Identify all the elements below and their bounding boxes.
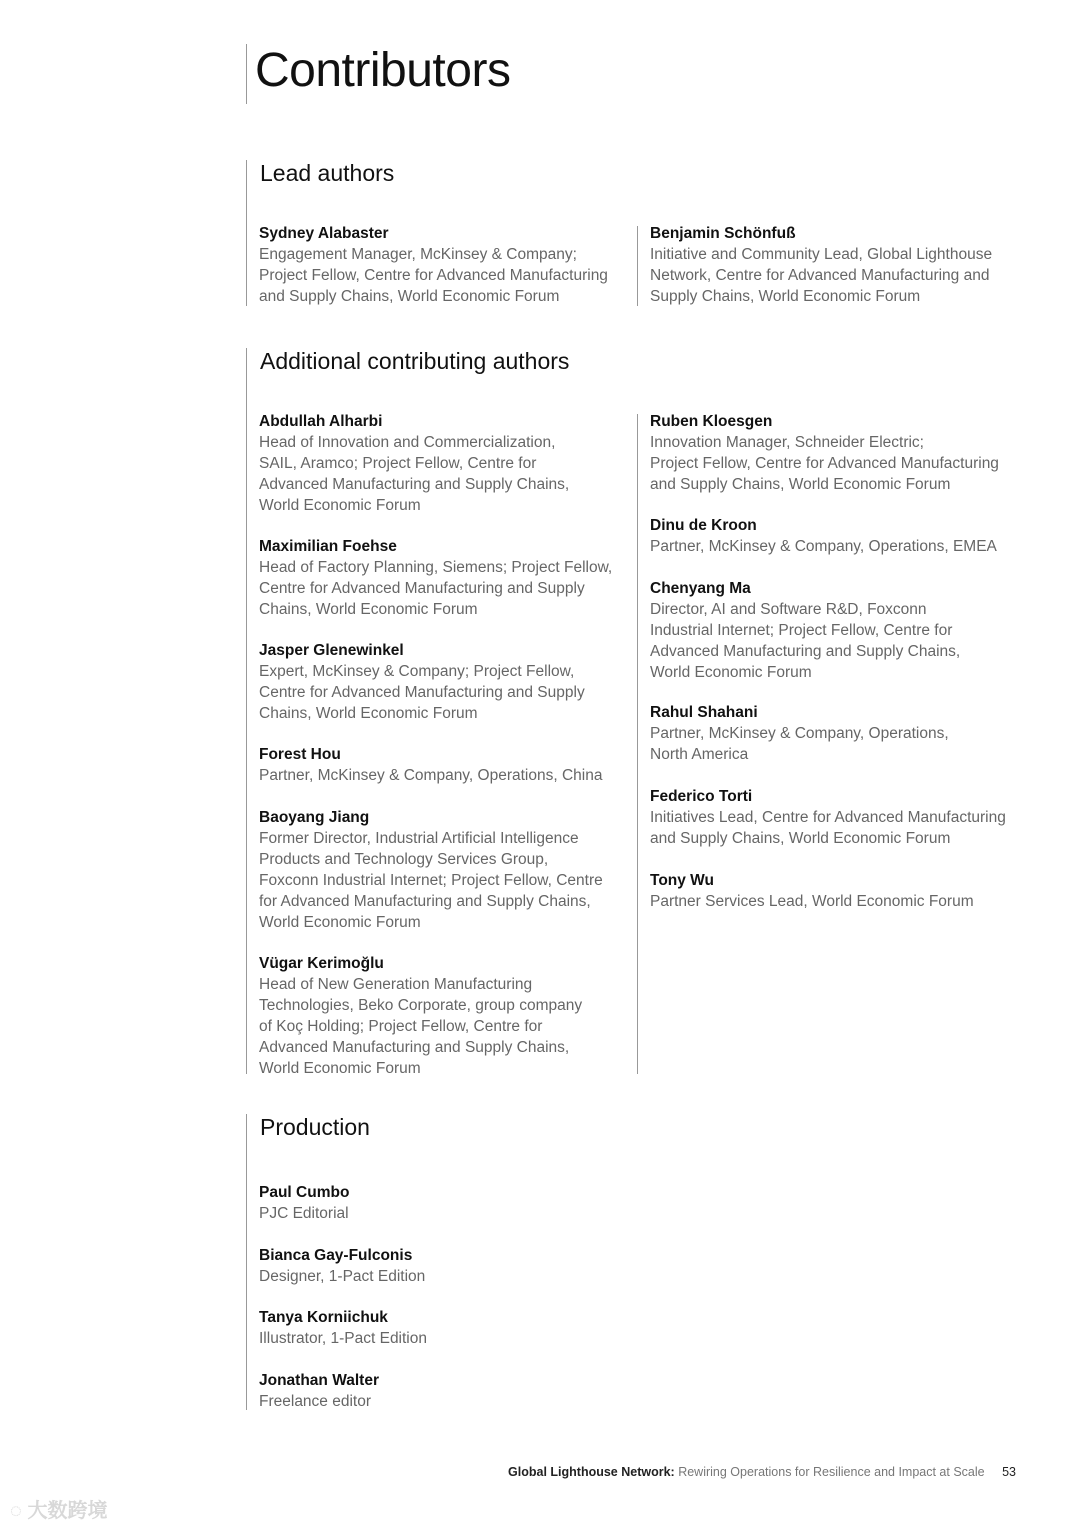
contributor-entry	[650, 702, 949, 765]
contributor-role: Partner, McKinsey & Company, Operations, North America	[650, 725, 949, 763]
watermark-logo-icon: ◌	[10, 1500, 28, 1522]
additional-authors-column-divider	[637, 414, 638, 1074]
contributor-entry	[259, 1182, 349, 1224]
contributor-role: Partner, McKinsey & Company, Operations, EMEA	[650, 538, 997, 555]
contributor-entry	[650, 223, 992, 307]
production-heading: Production	[260, 1114, 370, 1140]
contributor-entry	[259, 411, 569, 516]
contributor-entry	[259, 223, 608, 307]
contributor-role: Expert, McKinsey & Company; Project Fellow, Centre for Advanced Manufacturing and Supply Chains, World Economic Forum	[259, 663, 585, 722]
contributor-entry	[259, 953, 582, 1079]
contributor-name: Jonathan Walter	[259, 1372, 379, 1389]
contributor-name: Maximilian Foehse	[259, 538, 397, 555]
watermark-text: 大数跨境	[27, 1500, 108, 1522]
report-title: Global Lighthouse Network:	[508, 1465, 675, 1479]
contributor-role: Illustrator, 1-Pact Edition	[259, 1330, 427, 1347]
contributor-name: Benjamin Schönfuß	[650, 225, 796, 242]
contributor-role: Engagement Manager, McKinsey & Company; Project Fellow, Centre for Advanced Manufacturing and Supply Chains, World Economic Forum	[259, 246, 608, 305]
contributor-name: Tony Wu	[650, 872, 714, 889]
report-subtitle: Rewiring Operations for Resilience and Impact at Scale	[678, 1465, 985, 1479]
page-title: Contributors	[246, 44, 510, 104]
contributor-entry	[259, 1370, 379, 1412]
contributor-name: Forest Hou	[259, 746, 341, 763]
contributor-name: Dinu de Kroon	[650, 517, 757, 534]
contributor-entry	[259, 1307, 427, 1349]
contributor-role: Initiative and Community Lead, Global Lighthouse Network, Centre for Advanced Manufacturing and Supply Chains, World Economic Forum	[650, 246, 993, 305]
contributor-name: Paul Cumbo	[259, 1184, 350, 1201]
contributor-name: Sydney Alabaster	[259, 225, 389, 242]
contributor-entry	[259, 807, 603, 933]
contributor-entry	[259, 536, 612, 620]
contributor-entry	[259, 744, 602, 786]
contributor-name: Tanya Korniichuk	[259, 1309, 388, 1326]
contributor-name: Ruben Kloesgen	[650, 413, 773, 430]
contributor-role: Partner, McKinsey & Company, Operations, China	[259, 767, 603, 784]
contributor-name: Jasper Glenewinkel	[259, 642, 404, 659]
contributor-role: Initiatives Lead, Centre for Advanced Manufacturing and Supply Chains, World Economic Forum	[650, 809, 1006, 847]
contributor-name: Chenyang Ma	[650, 580, 751, 597]
contributor-name: Abdullah Alharbi	[259, 413, 383, 430]
contributor-entry	[650, 786, 1006, 849]
contributor-role: Head of Innovation and Commercialization, SAIL, Aramco; Project Fellow, Centre for Advanced Manufacturing and Supply Chains, World Economic Forum	[259, 434, 570, 514]
watermark	[10, 1494, 107, 1523]
contributor-role: Innovation Manager, Schneider Electric; Project Fellow, Centre for Advanced Manufacturing and Supply Chains, World Economic Forum	[650, 434, 999, 493]
page-number: 53	[1002, 1465, 1016, 1479]
contributor-entry	[259, 1245, 425, 1287]
contributor-role: Designer, 1-Pact Edition	[259, 1268, 426, 1285]
lead-authors-heading: Lead authors	[260, 160, 395, 186]
contributor-entry	[650, 578, 960, 683]
contributor-name: Rahul Shahani	[650, 704, 758, 721]
contributor-entry	[650, 870, 974, 912]
contributor-role: Head of Factory Planning, Siemens; Project Fellow, Centre for Advanced Manufacturing and Supply Chains, World Economic Forum	[259, 559, 613, 618]
contributor-name: Vügar Kerimoğlu	[259, 955, 384, 972]
contributor-name: Bianca Gay-Fulconis	[259, 1247, 413, 1264]
additional-authors-heading: Additional contributing authors	[260, 348, 570, 374]
contributor-entry	[650, 411, 999, 495]
contributor-role: Former Director, Industrial Artificial Intelligence Products and Technology Services Group, Foxconn Industrial Internet; Project Fellow, Centre for Advanced Manufacturing and Supply Chains, World Economic Forum	[259, 830, 603, 931]
lead-authors-column-divider	[637, 226, 638, 306]
contributor-role: Head of New Generation Manufacturing Technologies, Beko Corporate, group company of Koç Holding; Project Fellow, Centre for Advanced Manufacturing and Supply Chains, World Economic Forum	[259, 976, 583, 1077]
contributor-entry	[650, 515, 997, 557]
page-footer	[508, 1465, 1016, 1479]
contributor-name: Federico Torti	[650, 788, 753, 805]
contributor-role: PJC Editorial	[259, 1205, 349, 1222]
contributor-role: Partner Services Lead, World Economic Forum	[650, 893, 974, 910]
contributor-name: Baoyang Jiang	[259, 809, 370, 826]
contributor-role: Freelance editor	[259, 1393, 372, 1410]
contributor-entry	[259, 640, 585, 724]
contributor-role: Director, AI and Software R&D, Foxconn Industrial Internet; Project Fellow, Centre for Advanced Manufacturing and Supply Chains, World Economic Forum	[650, 601, 961, 681]
